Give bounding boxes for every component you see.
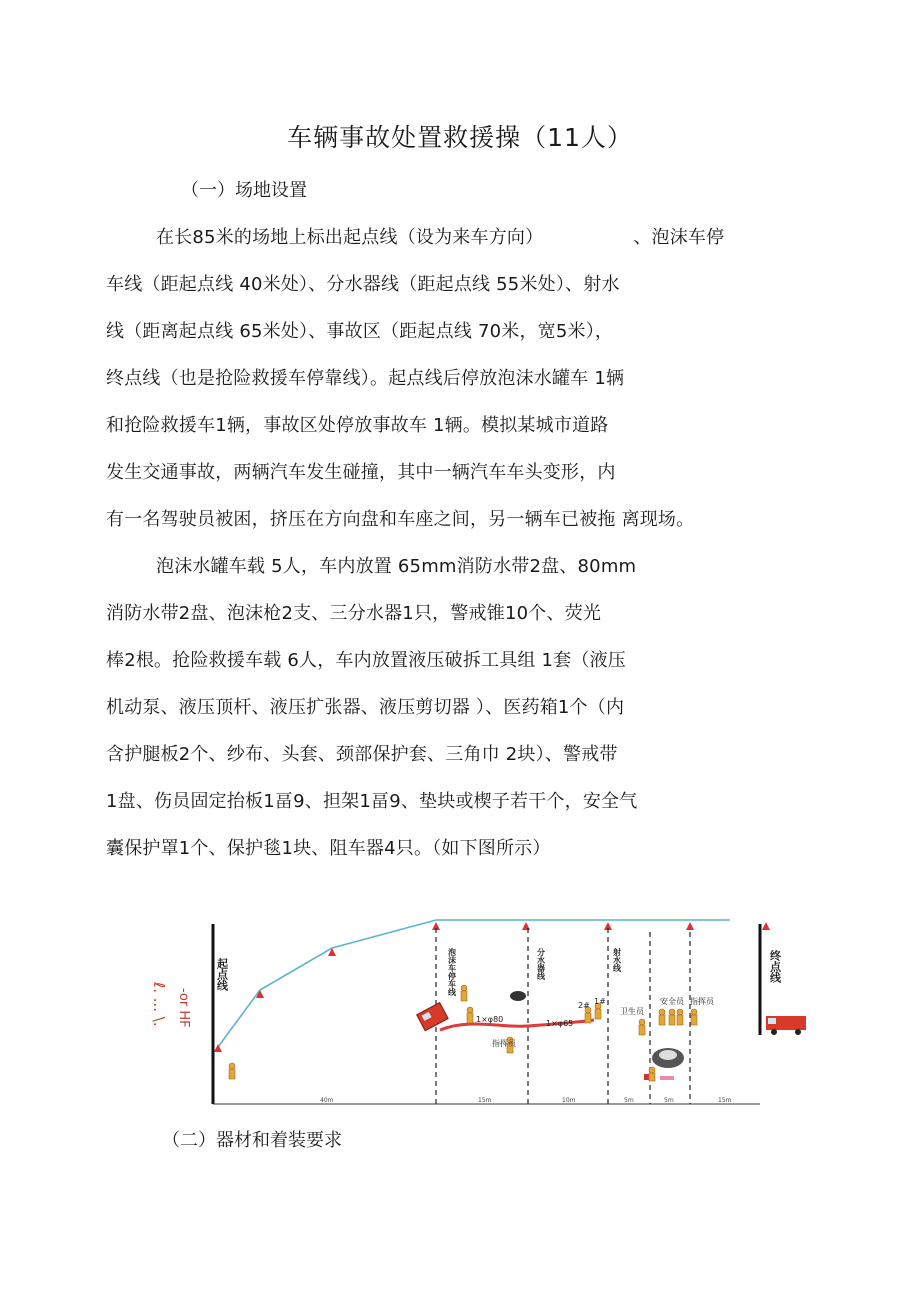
safety-label: 安全员 [660,997,684,1006]
foam-stop-line-label: 泡沫车停车线 [447,948,457,996]
para2-line-3: 棒2根。抢险救援车载 6人，车内放置液压破拆工具组 1套（液压 [106,650,626,671]
section-heading-equipment: （二）器材和着装要求 [162,1130,342,1151]
para1-line-1-a: 在长85米的场地上标出起点线（设为来车方向） [156,227,544,248]
distance-label-5a: 5m [624,1097,634,1104]
firefighter-icon [461,985,467,1001]
distance-label-15: 15m [478,1097,492,1104]
para2-line-1: 泡沫水罐车载 5人，车内放置 65mm消防水带2盘、80mm [156,556,637,577]
cone-icon [522,922,530,930]
road-curve [215,920,730,1047]
firefighter-icon [669,1009,675,1025]
firefighter-icon [677,1009,683,1025]
para2-line-2: 消防水带2盘、泡沫枪2支、三分水器1只，警戒锥10个、荧光 [106,603,602,624]
number-2-label: 2# [578,1001,590,1010]
para1-line-6: 发生交通事故，两辆汽车发生碰撞，其中一辆汽车车头变形，内 [106,462,616,483]
number-1-label: 1# [594,997,606,1006]
section-heading-site: （一）场地设置 [181,180,307,201]
firefighter-icon [229,1063,235,1079]
firefighters [229,985,697,1081]
firefighter-icon [691,1009,697,1025]
para1-line-5: 和抢险救援车1辆，事故区处停放事故车 1辆。模拟某城市道路 [106,415,609,436]
side-text-b: ℓ. ... \. [150,982,168,1027]
side-text-a: -or HF [176,988,191,1028]
cone-icon [686,922,694,930]
document-title: 车辆事故处置救援操（11人） [287,123,633,152]
start-line-label: 起点线 [215,958,229,991]
end-line-label: 终点线 [768,950,782,983]
commander-label-b: 指挥员 [690,997,714,1006]
para1-line-2: 车线（距起点线 40米处）、分水器线（距起点线 55米处）、射水 [106,274,620,295]
firefighter-icon [659,1009,665,1025]
para2-line-5: 含护腿板2个、纱布、头套、颈部保护套、三角巾 2块）、警戒带 [106,744,618,765]
para1-line-4: 终点线（也是抢险救援车停靠线）。起点线后停放泡沫水罐车 1辆 [106,368,625,389]
para2-line-6: 1盘、伤员固定抬板1畐9、担架1畐9、垫块或楔子若干个，安全气 [106,791,638,812]
distance-label-15b: 15m [718,1097,732,1104]
distance-label-5b: 5m [664,1097,674,1104]
medic-label: 卫生员 [620,1007,644,1016]
spray-line-label: 射水线 [612,948,622,972]
distance-label-40: 40m [320,1097,334,1104]
cone-icon [214,1044,222,1052]
cone-icon [762,922,770,930]
cones [214,922,770,1052]
firefighter-icon [649,1067,655,1081]
accident-car-icon [652,1048,684,1068]
firefighter-icon [639,1019,645,1035]
distance-label-10: 10m [562,1097,576,1104]
hose-65-label: 1×φ65 [546,1019,574,1028]
para2-line-7: 囊保护罩1个、保护毯1块、阻车器4只。（如下图所示） [106,838,551,859]
hose-80-label: 1×φ80 [476,1015,504,1024]
commander-label-a: 指挥员 [492,1039,516,1048]
firefighter-icon [467,1007,473,1023]
rescue-truck-icon [766,1016,806,1035]
site-layout-diagram [140,905,820,1120]
foam-truck-icon [417,1003,448,1031]
para1-line-1 [156,223,724,249]
para1-line-1-b: 、泡沫车停 [633,227,725,248]
para2-line-4: 机动泵、液压顶杆、液压扩张器、液压剪切器 ）、医药箱1个（内 [106,697,625,718]
para1-line-7: 有一名驾驶员被困，挤压在方向盘和车座之间，另一辆车已被拖 离现场。 [106,509,695,530]
para1-line-3: 线（距离起点线 65米处）、事故区（距起点线 70米，宽5米）， [106,321,614,342]
divider-line-label: 分水器线 [536,948,546,980]
